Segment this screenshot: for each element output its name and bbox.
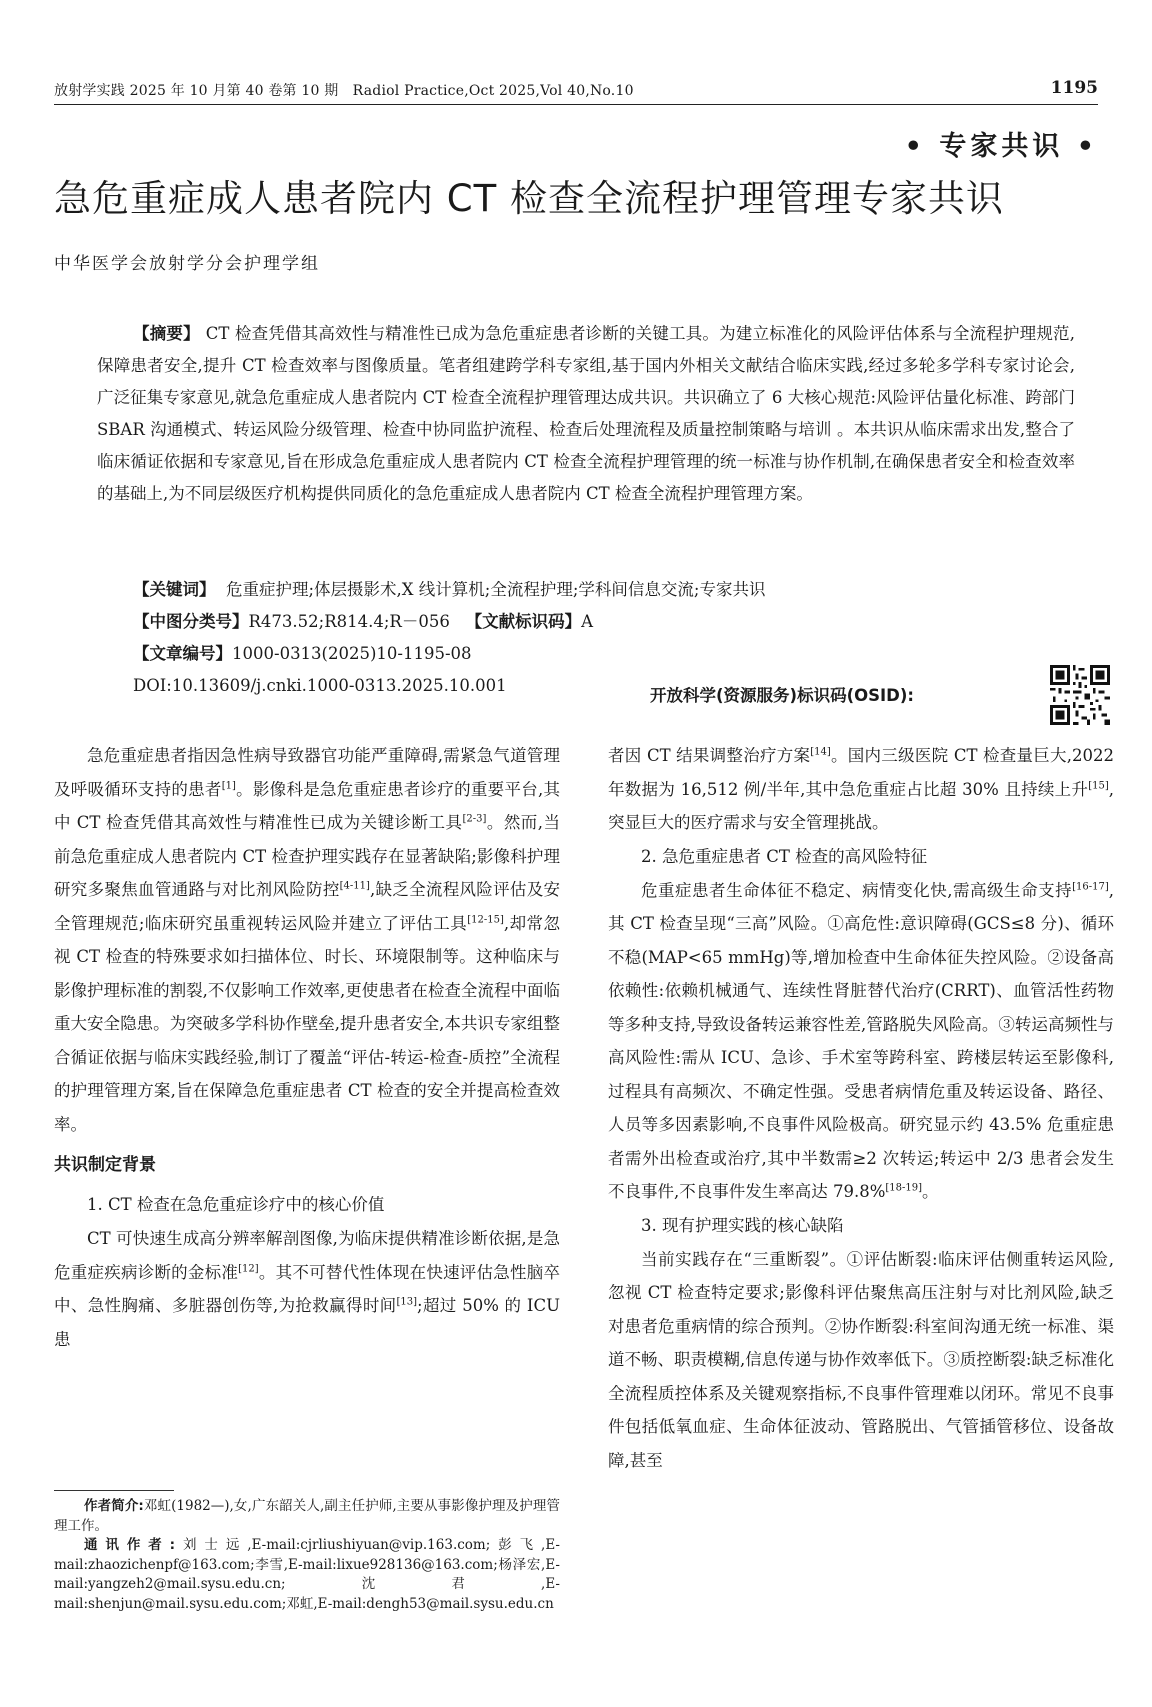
corresponding-text: 刘士远,E-mail:cjrliushiyuan@vip.163.com;彭飞,E-mail:zhaozichenpf@163.com;李雪,E-mail:lixue928136@163.com;杨泽宏,E-mail:yangzeh2@mail.sysu.edu.cn;沈君,E-mail:shenjun@mail.sysu.edu.com;邓虹,E-mail:dengh53@mail.sysu.edu.cn bbox=[54, 1537, 560, 1612]
text-run: 当前实践存在“三重断裂”。①评估断裂:临床评估侧重转运风险,忽视 CT 检查特定要求;影像科评估聚焦高压注射与对比剂风险,缺乏对患者危重病情的综合预判。②协作断裂:科室间沟通无统一标准、渠道不畅、职责模糊,信息传递与协作效率低下。③质控断裂:缺乏标准化全流程质控体系及关键观察指标,不良事件管理难以闭环。常见不良事件包括低氧血症、生命体征波动、管路脱出、气管插管移位、设备故障,甚至 bbox=[608, 1249, 1114, 1470]
citation: [15] bbox=[1088, 780, 1109, 791]
running-header bbox=[54, 78, 1098, 105]
text-run: ,缺乏全流程风险评估及安全管理规范;临床研究虽重视转运风险并建立了评估工具 bbox=[54, 880, 561, 933]
qr-code-icon bbox=[1050, 665, 1110, 725]
doc-code-label: 【文献标识码】 bbox=[465, 612, 582, 631]
subsection-heading: 1. CT 检查在急危重症诊疗中的核心价值 bbox=[87, 1195, 385, 1214]
citation: [1] bbox=[221, 780, 236, 791]
text-run: ,却常忽视 CT 检查的特殊要求如扫描体位、时长、环境限制等。这种临床与影像护理标准的割裂,不仅影响工作效率,更使患者在检查全流程中面临重大安全隐患。为突破多学科协作壁垒,提升患者安全,本共识专家组整合循证依据与临床实践经验,制订了覆盖“评估-转运-检查-质控”全流程的护理管理方案,旨在保障急危重症患者 CT 检查的安全并提高检查效率。 bbox=[54, 913, 561, 1134]
citation: [14] bbox=[810, 746, 831, 758]
text-run: ;超过 50% 的 ICU 患 bbox=[54, 1296, 560, 1349]
footnote bbox=[54, 1497, 560, 1614]
text-run: 。国内三级医院 CT 检查量巨大,2022 年数据为 16,512 例/半年,其中急危重症占比超 30% 且持续上升 bbox=[608, 746, 1115, 799]
keywords-text: 危重症护理;体层摄影术,X 线计算机;全流程护理;学科间信息交流;专家共识 bbox=[226, 580, 766, 599]
text-run: 急危重症患者指因急性病导致器官功能严重障碍,需紧急气道管理及呼吸循环支持的患者 bbox=[54, 746, 560, 799]
section-tag: • 专家共识 • bbox=[904, 131, 1098, 162]
footnote-rule bbox=[54, 1490, 174, 1491]
author-bio bbox=[54, 1497, 560, 1536]
author-group: 中华医学会放射学分会护理学组 bbox=[54, 254, 320, 274]
citation: [18-19] bbox=[885, 1182, 923, 1194]
article-number-label: 【文章编号】 bbox=[133, 644, 232, 663]
doc-code: A bbox=[581, 612, 594, 631]
corresponding-authors bbox=[54, 1536, 560, 1614]
body-column-left bbox=[54, 739, 560, 1356]
citation: [4-11] bbox=[339, 880, 370, 892]
paper-title: 急危重症成人患者院内 CT 检查全流程护理管理专家共识 bbox=[54, 177, 1004, 220]
body-paragraph bbox=[54, 1222, 560, 1356]
classification-text: R473.52;R814.4;R－056 bbox=[248, 612, 450, 631]
body-column-right bbox=[608, 739, 1114, 1477]
intro-paragraph bbox=[54, 739, 560, 1141]
keywords bbox=[133, 574, 1075, 606]
osid-label: 开放科学(资源服务)标识码(OSID): bbox=[650, 686, 915, 705]
body-paragraph bbox=[608, 874, 1114, 1209]
text-run: ,突显巨大的医疗需求与安全管理挑战。 bbox=[608, 779, 1114, 832]
citation: [13] bbox=[396, 1296, 418, 1308]
text-run: ,其 CT 检查呈现“三高”风险。①高危性:意识障碍(GCS≤8 分)、循环不稳(MAP<65 mmHg)等,增加检查中生命体征失控风险。②设备高依赖性:依赖机械通气、连续性肾脏替代治疗(CRRT)、血管活性药物等多种支持,导致设备转运兼容性差,管路脱失风险高。③转运高频性与高风险性:需从 ICU、急诊、手术室等跨科室、跨楼层转运至影像科,过程具有高频次、不确定性强。受患者病情危重及转运设备、路径、人员等多因素影响,不良事件风险极高。研究显示约 43.5% 危重症患者需外出检查或治疗,其中半数需≥2 次转运;转运中 2/3 患者会发生不良事件,不良事件发生率高达 79.8% bbox=[608, 880, 1114, 1201]
text-run: 。 bbox=[922, 1182, 939, 1201]
classification-label: 【中图分类号】 bbox=[133, 612, 249, 631]
journal-citation: 放射学实践 2025 年 10 月第 40 卷第 10 期 Radiol Practice,Oct 2025,Vol 40,No.10 bbox=[54, 83, 634, 99]
text-run: 者因 CT 结果调整治疗方案 bbox=[608, 746, 811, 765]
citation: [2-3] bbox=[462, 813, 487, 825]
citation: [12-15] bbox=[467, 914, 504, 925]
author-bio-label: 作者简介: bbox=[84, 1498, 144, 1514]
abstract bbox=[97, 318, 1075, 510]
text-run: 。其不可替代性体现在快速评估急性脑卒中、急性胸痛、多脏器创伤等,为抢救赢得时间 bbox=[54, 1262, 561, 1315]
classification bbox=[133, 606, 593, 638]
text-run: 。然而,当前急危重症成人患者院内 CT 检查护理实践存在显著缺陷;影像科护理研究多聚焦血管通路与对比剂风险防控 bbox=[54, 813, 561, 899]
body-paragraph bbox=[608, 1243, 1114, 1478]
keywords-label: 【关键词】 bbox=[133, 580, 216, 599]
section-heading: 共识制定背景 bbox=[54, 1155, 156, 1175]
text-run: 。影像科是急危重症患者诊疗的重要平台,其中 CT 检查凭借其高效性与精准性已成为关键诊断工具 bbox=[54, 779, 561, 832]
abstract-label: 【摘要】 bbox=[133, 324, 200, 343]
article-number-text: 1000-0313(2025)10-1195-08 bbox=[232, 644, 472, 663]
author-bio-text: 邓虹(1982—),女,广东韶关人,副主任护师,主要从事影像护理及护理管理工作。 bbox=[54, 1498, 560, 1534]
subsection-heading: 2. 急危重症患者 CT 检查的高风险特征 bbox=[641, 846, 928, 866]
citation: [12] bbox=[238, 1263, 259, 1274]
body-paragraph bbox=[608, 739, 1114, 840]
doi: DOI:10.13609/j.cnki.1000-0313.2025.10.001 bbox=[133, 676, 507, 695]
page-number: 1195 bbox=[1050, 78, 1098, 98]
text-run: 危重症患者生命体征不稳定、病情变化快,需高级生命支持 bbox=[641, 880, 1073, 900]
abstract-text: CT 检查凭借其高效性与精准性已成为急危重症患者诊断的关键工具。为建立标准化的风险评估体系与全流程护理规范,保障患者安全,提升 CT 检查效率与图像质量。笔者组建跨学科专家组,基于国内外相关文献结合临床实践,经过多轮多学科专家讨论会,广泛征集专家意见,就急危重症成人患者院内 CT 检查全流程护理管理达成共识。共识确立了 6 大核心规范:风险评估量化标准、跨部门 SBAR 沟通模式、转运风险分级管理、检查中协同监护流程、检查后处理流程及质量控制策略与培训 。本共识从临床需求出发,整合了临床循证依据和专家意见,旨在形成急危重症成人患者院内 CT 检查全流程护理管理的统一标准与协作机制,在确保患者安全和检查效率的基础上,为不同层级医疗机构提供同质化的急危重症成人患者院内 CT 检查全流程护理管理方案。 bbox=[97, 324, 1076, 503]
article-number bbox=[133, 638, 472, 670]
citation: [16-17] bbox=[1072, 881, 1109, 892]
subsection-heading: 3. 现有护理实践的核心缺陷 bbox=[641, 1215, 844, 1235]
text-run: CT 可快速生成高分辨率解剖图像,为临床提供精准诊断依据,是急危重症疾病诊断的金标准 bbox=[54, 1229, 560, 1282]
corresponding-label: 通讯作者: bbox=[84, 1537, 176, 1553]
